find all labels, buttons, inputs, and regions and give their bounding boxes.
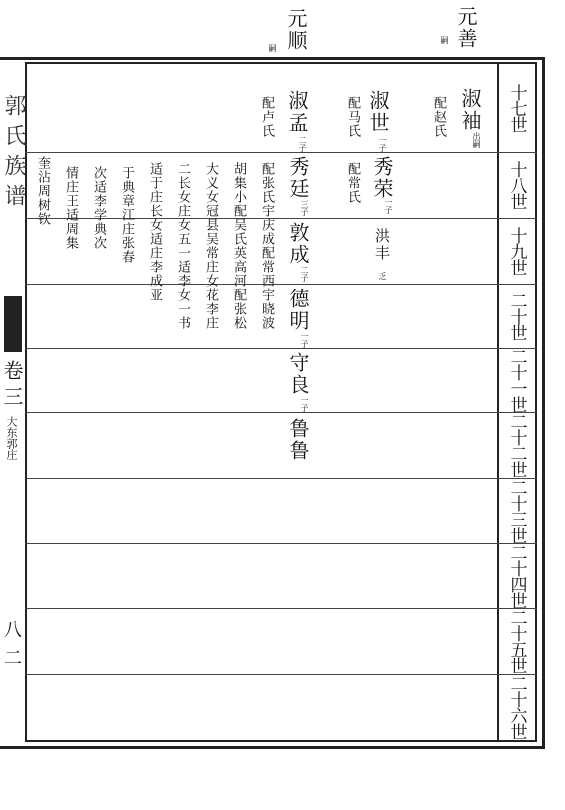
header-name: 元顺 [284,8,308,52]
notes-column: 次适李学典次 [91,166,106,250]
sons-count: 二子 [298,136,307,152]
generation-label: 二十六世 [506,675,527,739]
person-name: 敦成 [286,222,310,266]
spouse-text: 配马氏 [345,96,360,138]
spine-place: 大东郭庄 [5,416,18,460]
generation-label: 二十世 [506,292,527,340]
person-name: 淑孟 [285,90,309,134]
sons-count: 三子 [300,200,309,216]
spouse-text: 配卢氏 [259,96,274,138]
spouse-text: 配常氏 [345,162,360,204]
sons-count: 一子 [300,396,309,412]
person-name: 德明 [286,288,310,332]
header-note: 嗣 [440,36,449,44]
generation-label: 二十五世 [506,609,527,673]
spine-volume: 卷三 [0,360,24,412]
row-divider [25,478,537,479]
notes-column: 胡集小配吴氏英高河配张松 [231,162,246,330]
person-name: 守良 [286,352,310,396]
person-name: 秀廷 [286,156,310,200]
generation-label: 二十二世 [506,413,527,477]
person-note: 乏 [378,272,387,280]
spine-band [4,296,22,352]
notes-column: 大义女冠县吴常庄女花李庄 [203,162,218,330]
generation-label: 二十一世 [506,348,527,412]
spouse-text: 配赵氏 [431,96,446,138]
notes-column: 二长女庄女五一适李女一书 [175,162,190,330]
row-divider [25,608,537,609]
notes-column: 于典章江庄张春 [119,166,134,264]
generation-column-divider [497,62,499,742]
spine-page-number: 八二 [1,620,22,676]
generation-label: 二十三世 [506,478,527,543]
person-name: 淑世 [366,90,390,134]
table-frame [25,62,537,742]
person-note: 出嗣 [472,132,481,148]
generation-label: 十九世 [506,227,527,275]
row-divider [25,674,537,675]
generation-label: 二十四世 [506,543,527,608]
sons-count: 一子 [384,198,393,214]
person-name: 淑袖 [458,88,482,132]
notes-column: 奎沾周树钦 [35,156,50,226]
spine-title: 郭氏族谱 [1,94,26,214]
generation-label: 十八世 [506,161,527,209]
notes-column: 配张氏宇庆成配常西宇晓波 [259,162,274,330]
generation-label: 十七世 [506,84,527,132]
book-spine [0,60,28,750]
person-name: 洪丰 [373,228,391,262]
notes-column: 情庄王适周集 [63,166,78,250]
header-name: 元善 [454,6,478,50]
row-divider [25,152,537,153]
row-divider [25,543,537,544]
row-divider [25,412,537,413]
sons-count: 一子 [378,136,387,152]
header-note: 嗣 [268,44,277,52]
row-divider [25,284,537,285]
person-name: 秀荣 [370,156,394,200]
row-divider [25,348,537,349]
person-name: 鲁鲁 [286,418,310,462]
sons-count: 一子 [300,332,309,348]
notes-column: 适于庄长女适庄李成亚 [147,162,162,302]
sons-count: 二子 [300,266,309,282]
